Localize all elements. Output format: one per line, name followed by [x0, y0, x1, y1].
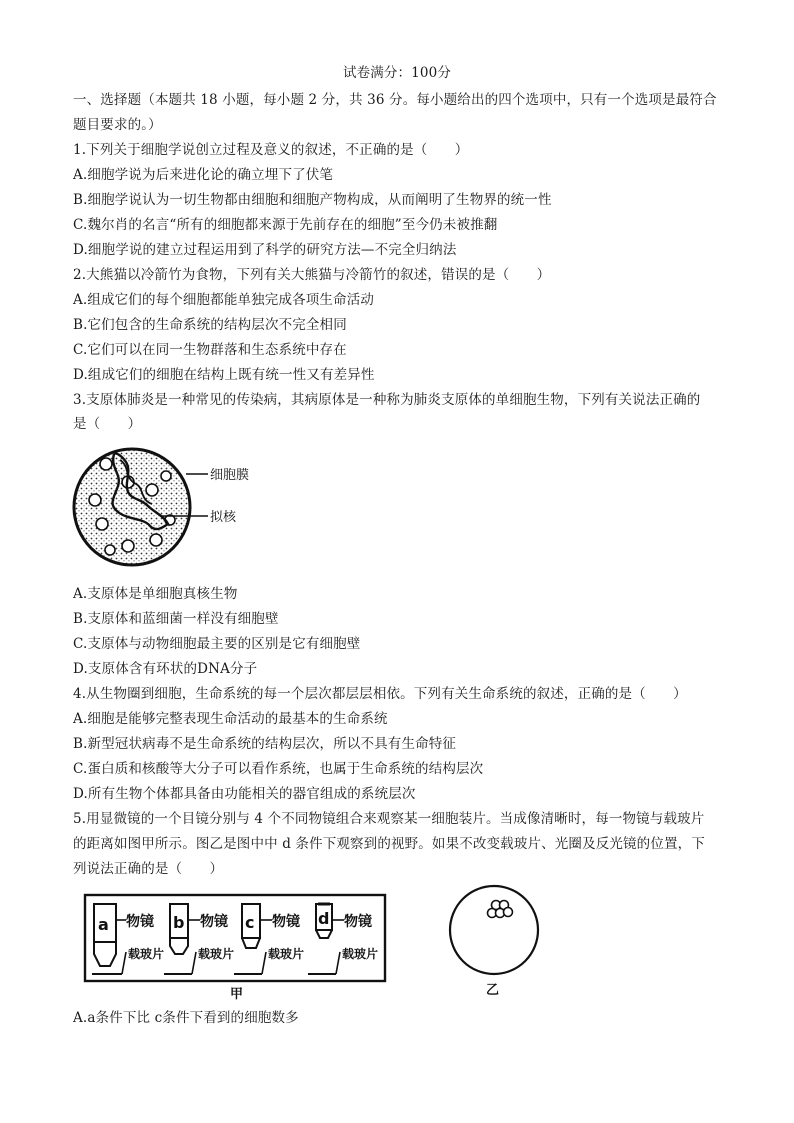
question-1-option-a: A.细胞学说为后来进化论的确立埋下了伏笔 — [73, 167, 334, 183]
svg-text:载玻片: 载玻片 — [268, 947, 305, 961]
question-2-option-d: D.组成它们的细胞在结构上既有统一性又有差异性 — [73, 367, 375, 383]
question-4-stem: 4.从生物圈到细胞，生命系统的每一个层次都层层相依。下列有关生命系统的叙述，正确的是（ ） — [73, 686, 687, 702]
objective-b — [164, 904, 234, 974]
question-3-option-d: D.支原体含有环状的DNA分子 — [73, 661, 258, 677]
question-2-option-c: C.它们可以在同一生物群落和生态系统中存在 — [73, 342, 347, 358]
caption-jia: 甲 — [230, 987, 244, 1002]
question-3-option-a: A.支原体是单细胞真核生物 — [73, 586, 238, 602]
question-3-option-b: B.支原体和蓝细菌一样没有细胞壁 — [73, 611, 279, 627]
question-3-stem-cont: 是（ ） — [73, 416, 142, 432]
svg-text:c: c — [245, 913, 255, 932]
question-2-option-b: B.它们包含的生命系统的结构层次不完全相同 — [73, 317, 347, 333]
question-1-option-d: D.细胞学说的建立过程运用到了科学的研究方法—不完全归纳法 — [73, 242, 457, 258]
svg-text:载玻片: 载玻片 — [342, 947, 379, 961]
svg-text:d: d — [318, 909, 330, 928]
question-5-option-a: A.a条件下比 c条件下看到的细胞数多 — [73, 1010, 299, 1026]
question-2-option-a: A.组成它们的每个细胞都能单独完成各项生命活动 — [73, 292, 374, 308]
section-heading: 一、选择题（本题共 18 小题，每小题 2 分，共 36 分。每小题给出的四个选项中，只有一个选项是最符合 — [73, 92, 717, 108]
score-line: 试卷满分：100分 — [342, 65, 452, 81]
svg-text:a: a — [98, 915, 109, 934]
field-of-view-circle — [450, 886, 538, 974]
question-1-stem: 1.下列关于细胞学说创立过程及意义的叙述，不正确的是（ ） — [73, 142, 469, 158]
svg-text:物镜: 物镜 — [344, 914, 372, 930]
question-3-stem: 3.支原体肺炎是一种常见的传染病，其病原体是一种称为肺炎支原体的单细胞生物，下列有关说法正确的 — [73, 392, 701, 408]
question-4-option-a: A.细胞是能够完整表现生命活动的最基本的生命系统 — [73, 711, 388, 727]
question-5-stem: 5.用显微镜的一个目镜分别与 4 个不同物镜组合来观察某一细胞装片。当成像清晰时，每一物镜与载玻片 — [73, 811, 705, 827]
svg-text:载玻片: 载玻片 — [128, 947, 165, 961]
objective-a — [92, 904, 164, 974]
svg-text:物镜: 物镜 — [126, 914, 154, 930]
question-3-option-c: C.支原体与动物细胞最主要的区别是它有细胞壁 — [73, 636, 361, 652]
question-4-option-c: C.蛋白质和核酸等大分子可以看作系统，也属于生命系统的结构层次 — [73, 761, 484, 777]
mycoplasma-figure — [70, 442, 270, 577]
question-5-stem-cont: 的距离如图甲所示。图乙是图中中 d 条件下观察到的视野。如果不改变载玻片、光圈及反光镜的位置，下 — [73, 836, 705, 852]
question-5-stem-cont-2: 列说法正确的是（ ） — [73, 861, 224, 877]
svg-text:物镜: 物镜 — [272, 914, 300, 930]
label-membrane: 细胞膜 — [210, 468, 250, 483]
svg-text:b: b — [173, 913, 185, 932]
label-nucleoid: 拟核 — [210, 510, 237, 525]
observed-cells — [488, 901, 513, 918]
question-2-stem: 2.大熊猫以冷箭竹为食物，下列有关大熊猫与冷箭竹的叙述，错误的是（ ） — [73, 267, 551, 283]
svg-text:载玻片: 载玻片 — [198, 947, 235, 961]
section-heading-cont: 题目要求的。） — [73, 117, 162, 133]
question-1-option-b: B.细胞学说认为一切生物都由细胞和细胞产物构成，从而阐明了生物界的统一性 — [73, 192, 552, 208]
question-4-option-b: B.新型冠状病毒不是生命系统的结构层次，所以不具有生命特征 — [73, 736, 457, 752]
caption-yi: 乙 — [486, 983, 500, 998]
objective-d — [308, 904, 378, 974]
svg-text:物镜: 物镜 — [200, 914, 228, 930]
question-1-option-c: C.魏尔肖的名言“所有的细胞都来源于先前存在的细胞”至今仍未被推翻 — [73, 217, 498, 233]
field-of-view-figure — [446, 884, 546, 1000]
question-4-option-d: D.所有生物个体都具备由功能相关的器官组成的系统层次 — [73, 786, 416, 802]
objective-c — [234, 904, 304, 974]
microscope-objectives-figure — [82, 892, 392, 1004]
